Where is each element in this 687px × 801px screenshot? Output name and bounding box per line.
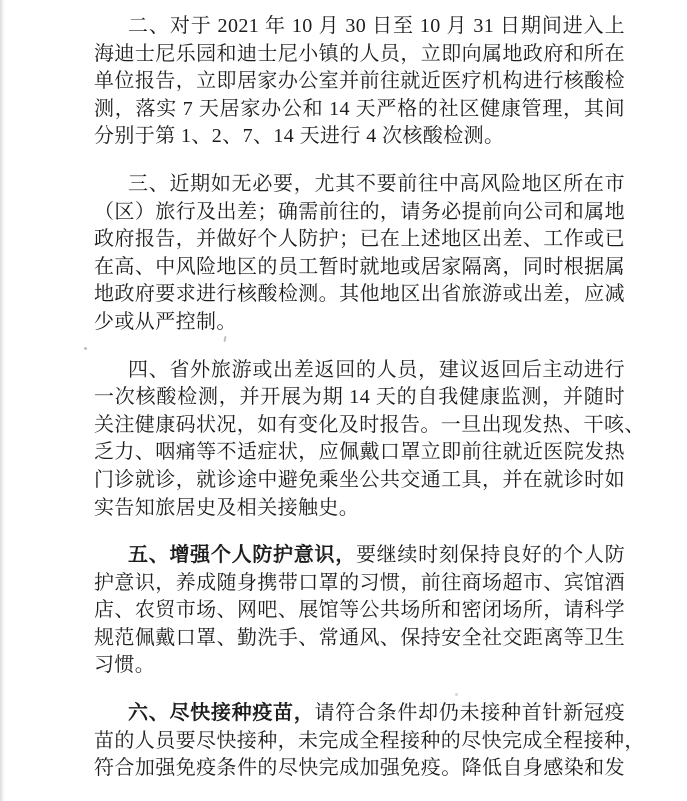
scan-speck [84,347,87,350]
text-line [94,13,625,41]
text-line [94,755,625,783]
line-text: 习惯。 [94,654,156,677]
text-line [94,700,625,728]
document-body [94,13,645,801]
line-text: 乏力、咽痛等不适症状，应佩戴口罩立即前往就近医院发热 [94,441,625,464]
text-line [94,652,625,680]
text-line [94,597,625,625]
paragraph-section-five [94,542,625,680]
line-text: 门诊就诊，就诊途中避免乘坐公共交通工具，并在就诊时如 [94,468,625,491]
text-line [94,123,625,151]
text-line [94,357,625,385]
line-text: 四、省外旅游或出差返回的人员，建议返回后主动进行 [128,358,625,381]
line-text: 测，落实 7 天居家办公和 14 天严格的社区健康管理，其间 [94,97,625,120]
line-text: 护意识，养成随身携带口罩的习惯，前往商场超市、宾馆酒 [94,571,625,594]
line-text: 一次核酸检测，并开展为期 14 天的自我健康监测，并随时 [94,386,625,409]
line-text: （区）旅行及出差；确需前往的，请务必提前向公司和属地 [94,200,625,223]
line-text: 海迪士尼乐园和迪士尼小镇的人员，立即向属地政府和所在 [94,42,625,65]
scan-edge-shadow [0,0,5,801]
line-text: 二、对于 2021 年 10 月 30 日至 10 月 31 日期间进入上 [128,15,625,37]
line-text: 规范佩戴口罩、勤洗手、常通风、保持安全社交距离等卫生 [94,626,625,649]
line-text: 分别于第 1、2、7、14 天进行 4 次核酸检测。 [94,125,505,148]
text-line [94,199,625,227]
line-text: 地政府要求进行核酸检测。其他地区出省旅游或出差，应减 [94,283,625,306]
paragraph-section-four [94,357,645,523]
line-text: 单位报告，立即居家办公室并前往就近医疗机构进行核酸检 [94,70,625,93]
line-text: 政府报告，并做好个人防护；已在上述地区出差、工作或已 [94,228,625,251]
text-line [94,226,625,254]
line-text: 三、近期如无必要，尤其不要前往中高风险地区所在市 [128,172,625,195]
text-line [94,625,625,653]
text-line [94,495,625,523]
line-text: 关注健康码状况，如有变化及时报告。一旦出现发热、干咳、 [94,413,645,436]
text-line [94,439,625,467]
text-line [94,467,625,495]
text-line [94,570,625,598]
paragraph-section-two [94,13,625,151]
paragraph-section-six [94,700,645,783]
text-line [94,254,625,282]
line-text: 店、农贸市场、网吧、展馆等公共场所和密闭场所，请科学 [94,599,625,622]
text-line [94,96,625,124]
line-text: 在高、中风险地区的员工暂时就地或居家隔离，同时根据属 [94,255,625,278]
line-text: 请符合条件却仍未接种首针新冠疫 [314,702,625,725]
bold-section-heading: 五、增强个人防护意识， [128,544,356,567]
text-line [94,412,645,440]
text-line [94,68,625,96]
text-line [94,309,625,337]
scan-speck [455,693,458,696]
text-line [94,384,625,412]
line-text: 苗的人员要尽快接种，未完成全程接种的尽快完成全程接种， [94,729,645,752]
paragraph-section-three [94,171,625,337]
line-text: 符合加强免疫条件的尽快完成加强免疫。降低自身感染和发 [94,757,625,780]
text-line [94,41,625,69]
line-text: 要继续时刻保持良好的个人防 [355,544,625,567]
text-line [94,171,625,199]
line-text: 少或从严控制。 [94,310,237,333]
bold-section-heading: 六、尽快接种疫苗， [128,702,315,725]
text-line [94,728,645,756]
text-line [94,281,625,309]
text-line [94,542,625,570]
line-text: 实告知旅居史及相关接触史。 [94,496,360,519]
